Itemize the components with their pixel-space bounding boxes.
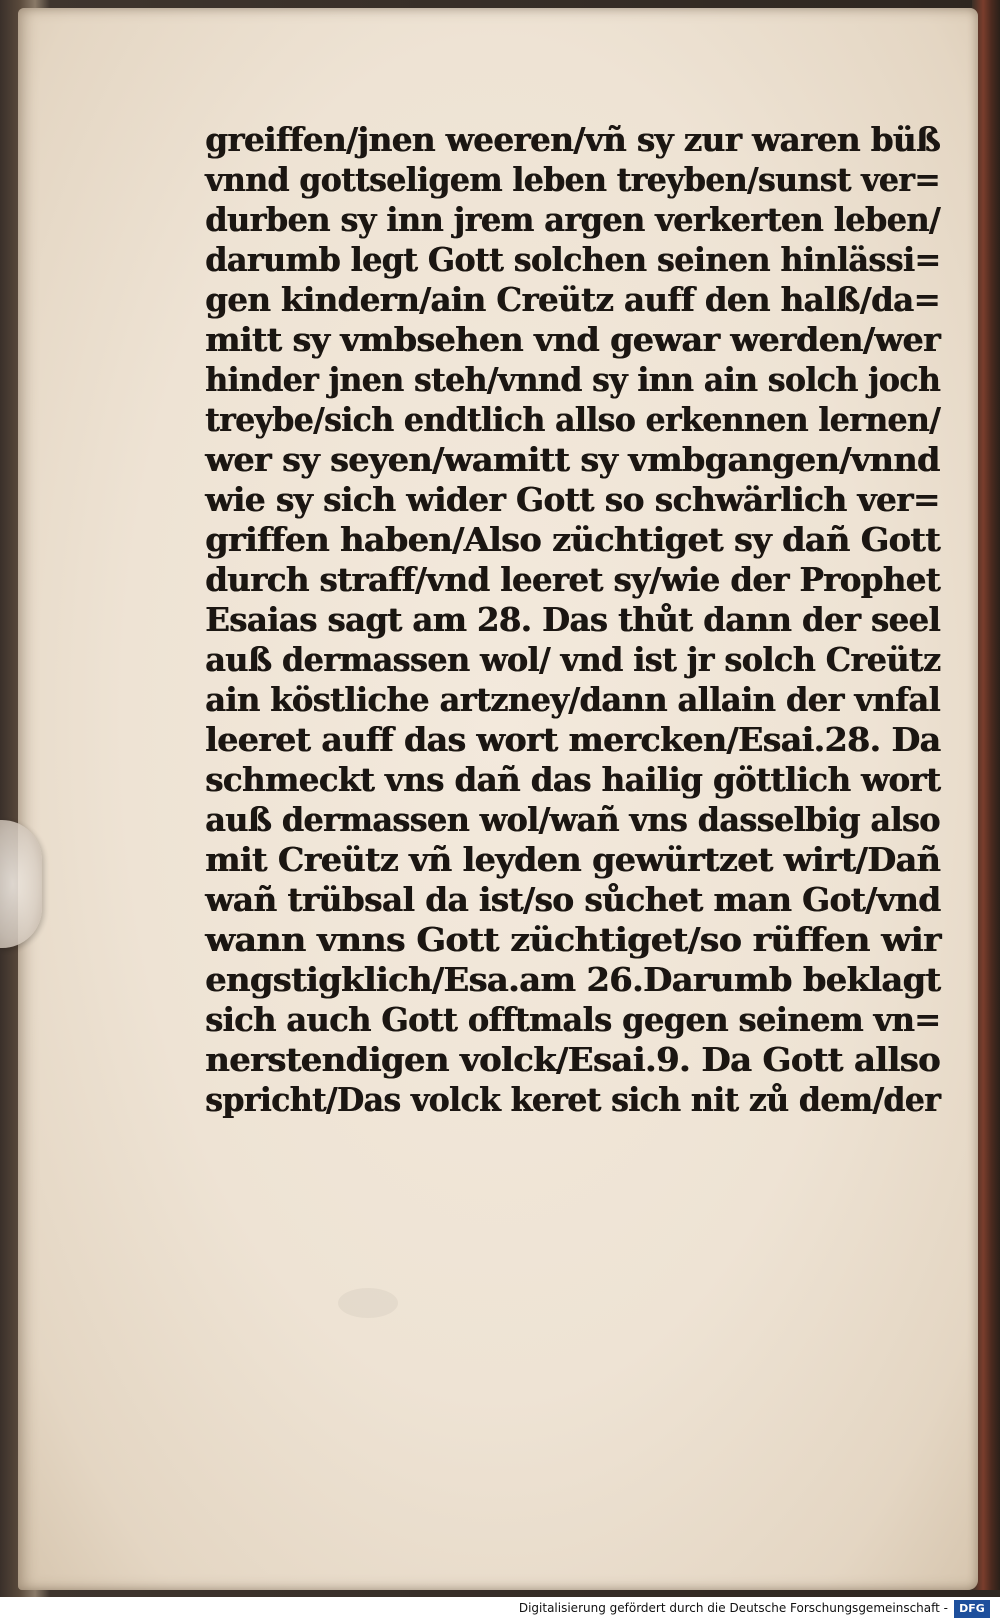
text-line: sich auch Gott offtmals gegen seinem vn=	[205, 1000, 941, 1039]
text-line: wie sy sich wider Gott so schwärlich ver=	[205, 480, 940, 519]
ink-bleed-mark	[338, 1288, 398, 1318]
text-line: mitt sy vmbsehen vnd gewar werden/wer	[205, 320, 940, 359]
funding-credit: Digitalisierung gefördert durch die Deutsche Forschungsgemeinschaft -	[518, 1601, 948, 1615]
text-line: vnnd gottseligem leben treyben/sunst ver=	[205, 160, 940, 199]
text-line: mit Creütz vñ leyden gewürtzet wirt/Dañ	[205, 840, 940, 879]
text-line: wer sy seyen/wamitt sy vmbgangen/vnnd	[205, 440, 940, 479]
text-line: auß dermassen wol/wañ vns dasselbig also	[205, 800, 940, 839]
text-line: treybe/sich endtlich allso erkennen lernen/	[205, 400, 940, 439]
text-line: durch straff/vnd leeret sy/wie der Prophet	[205, 560, 940, 599]
text-line: durben sy inn jrem argen verkerten leben/	[205, 200, 940, 239]
text-line: auß dermassen wol/ vnd ist jr solch Creütz	[205, 640, 941, 679]
text-line: spricht/Das volck keret sich nit zů dem/der	[205, 1080, 941, 1119]
text-line: schmeckt vns dañ das hailig göttlich wort	[205, 760, 941, 799]
text-line: darumb legt Gott solchen seinen hinlässi=	[205, 240, 941, 279]
text-line: griffen haben/Also züchtiget sy dañ Gott	[205, 520, 940, 559]
text-line: engstigklich/Esa.am 26.Darumb beklagt	[205, 960, 941, 999]
text-line: Esaias sagt am 28. Das thůt dann der seel	[205, 600, 940, 639]
digitization-footer	[0, 1597, 1000, 1623]
dfg-logo: DFG	[954, 1600, 990, 1618]
text-line: ain köstliche artzney/dann allain der vnfal	[205, 680, 940, 719]
body-text	[205, 120, 945, 1120]
text-line: greiffen/jnen weeren/vñ sy zur waren büß	[205, 120, 940, 159]
text-line: wañ trübsal da ist/so sůchet man Got/vnd	[205, 880, 941, 919]
text-line: gen kindern/ain Creütz auff den halß/da=	[205, 280, 940, 319]
page-clip	[0, 820, 42, 948]
text-line: wann vnns Gott züchtiget/so rüffen wir	[205, 920, 941, 959]
text-line: hinder jnen steh/vnnd sy inn ain solch joch	[205, 360, 941, 399]
text-line: nerstendigen volck/Esai.9. Da Gott allso	[205, 1040, 940, 1079]
text-line: leeret auff das wort mercken/Esai.28. Da	[205, 720, 941, 759]
